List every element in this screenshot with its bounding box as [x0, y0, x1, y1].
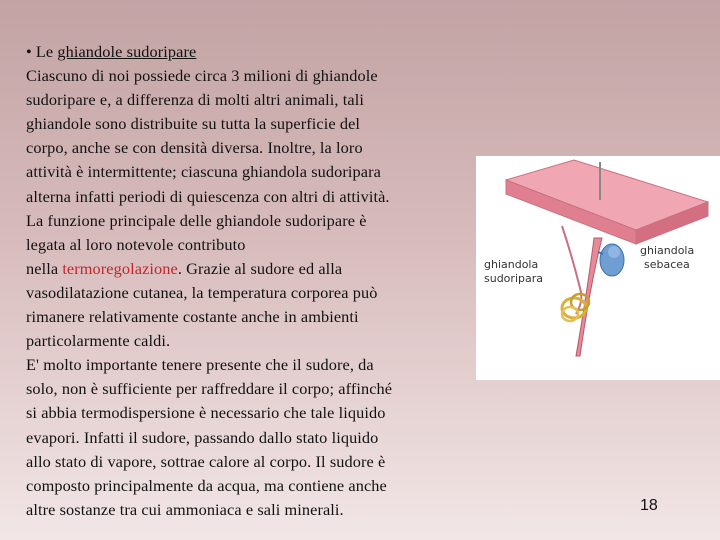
highlight-line: [26, 257, 478, 281]
body-line: sudoripare e, a differenza di molti altri animali, tali: [26, 90, 364, 110]
body-line: ghiandole sono distribuite su tutta la superficie del: [26, 114, 361, 134]
body-line: La funzione principale delle ghiandole sudoripare è: [26, 210, 367, 230]
body-line: vasodilatazione cutanea, la temperatura corporea può: [26, 282, 378, 302]
slide-text: [26, 40, 478, 522]
sebaceous-gland: [598, 244, 624, 276]
body-line: E' molto importante tenere presente che il sudore, da: [26, 355, 374, 375]
label-sweat-gland-line1: ghiandola: [484, 258, 539, 271]
bullet: •: [26, 42, 32, 61]
gland-illustration: [476, 156, 720, 380]
label-sebaceous-gland-line1: ghiandola: [640, 244, 695, 257]
body-line: rimanere relativamente costante anche in ambienti: [26, 307, 359, 327]
highlight-suffix: . Grazie al sudore ed alla: [177, 258, 343, 278]
body-line: corpo, anche se con densità diversa. Inoltre, la loro: [26, 138, 363, 158]
body-line: altre sostanze tra cui ammoniaca e sali minerali.: [26, 499, 344, 519]
body-line: legata al loro notevole contributo: [26, 234, 246, 254]
hair-follicle: [576, 238, 602, 356]
heading-prefix: Le: [35, 42, 54, 61]
heading-title: ghiandole sudoripare: [57, 42, 197, 61]
body-line: solo, non è sufficiente per raffreddare il corpo; affinché: [26, 379, 393, 399]
label-sweat-gland-line2: sudoripara: [484, 272, 543, 285]
slide-heading: [26, 40, 478, 64]
gland-diagram: [476, 156, 720, 380]
highlight-term: termoregolazione: [62, 258, 178, 278]
body-line: alterna infatti periodi di quiescenza con altri di attività.: [26, 186, 390, 206]
page-number: 18: [640, 497, 658, 514]
body-line: evapori. Infatti il sudore, passando dallo stato liquido: [26, 427, 379, 447]
body-line: si abbia termodispersione è necessario che tale liquido: [26, 403, 386, 423]
highlight-prefix: nella: [26, 258, 63, 278]
body-line: composto principalmente da acqua, ma contiene anche: [26, 475, 387, 495]
body-line: attività è intermittente; ciascuna ghiandola sudoripara: [26, 162, 381, 182]
body-line: Ciascuno di noi possiede circa 3 milioni di ghiandole: [26, 66, 378, 86]
body-line: particolarmente caldi.: [26, 331, 171, 351]
body-line: allo stato di vapore, sottrae calore al corpo. Il sudore è: [26, 451, 386, 471]
label-sebaceous-gland-line2: sebacea: [644, 258, 690, 271]
